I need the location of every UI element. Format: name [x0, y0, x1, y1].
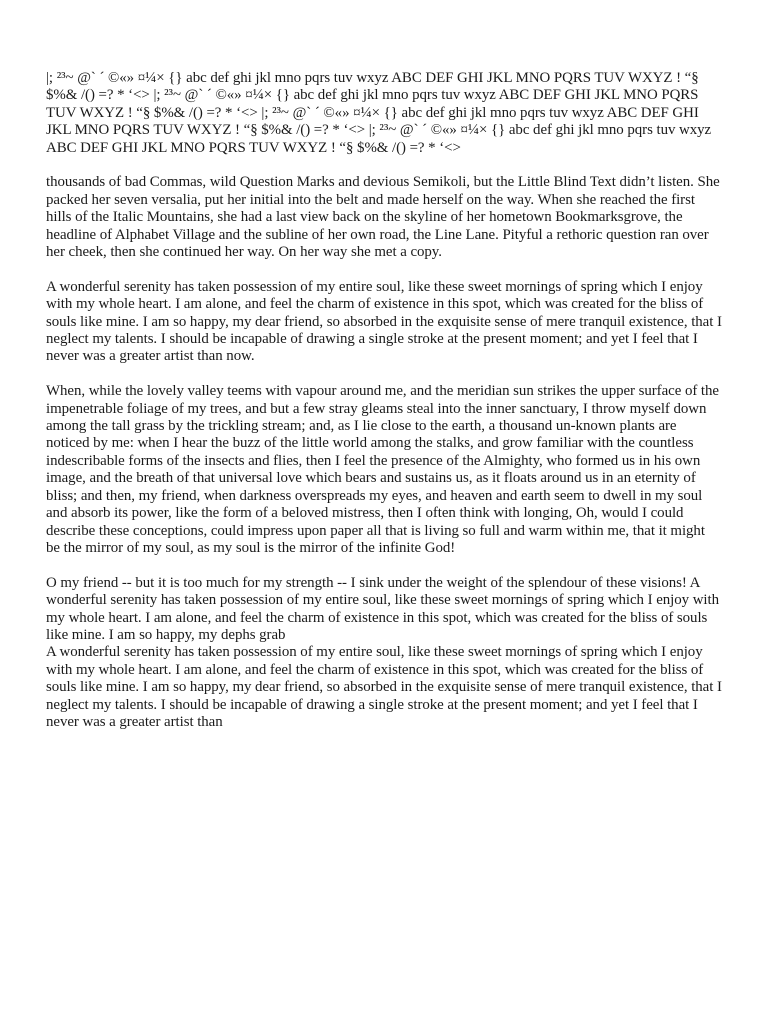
paragraph-my-friend: O my friend -- but it is too much for my strength -- I sink under the weight of the splendour of these visions! A wonderful serenity has taken possession of my entire soul, like these sweet mornings of spring which I enjoy with my whole heart. I am alone, and feel the charm of existence in this spot, which was created for the bliss of souls like mine. I am so happy, my dephs grab: [46, 574, 719, 643]
document-page: [46, 70, 722, 731]
paragraph-serenity: A wonderful serenity has taken possession of my entire soul, like these sweet mornings of spring which I enjoy with my whole heart. I am alone, and feel the charm of existence in this spot, which was created for the bliss of souls like mine. I am so happy, my dear friend, so absorbed in the exquisite sense of mere tranquil existence, that I neglect my talents. I should be incapable of drawing a single stroke at the present moment; and yet I feel that I never was a greater artist than now.: [46, 278, 722, 365]
paragraph-serenity-repeat: A wonderful serenity has taken possession of my entire soul, like these sweet mornings of spring which I enjoy with my whole heart. I am alone, and feel the charm of existence in this spot, which was created for the bliss of souls like mine. I am so happy, my dear friend, so absorbed in the exquisite sense of mere tranquil existence, that I neglect my talents. I should be incapable of drawing a single stroke at the present moment; and yet I feel that I never was a greater artist than: [46, 644, 722, 730]
paragraph-blind-text: thousands of bad Commas, wild Question Marks and devious Semikoli, but the Little Blind Text didn’t listen. She packed her seven versalia, put her initial into the belt and made herself on the way. When she reached the first hills of the Italic Mountains, she had a last view back on the skyline of her hometown Bookmarksgrove, the headline of Alphabet Village and the subline of her own road, the Line Lane. Pityful a rethoric question ran over her cheek, then she continued her way. On her way she met a copy.: [46, 174, 720, 261]
paragraph-character-sample: |; ²³~ @` ´ ©«» ¤¼× {} abc def ghi jkl mno pqrs tuv wxyz ABC DEF GHI JKL MNO PQRS TUV WXYZ ! “§ $%& /() =? * ‘<> |; ²³~ @` ´ ©«» ¤¼× {} abc def ghi jkl mno pqrs tuv wxyz ABC DEF GHI JKL MNO PQRS TUV WXYZ ! “§ $%& /() =? * ‘<> |; ²³~ @` ´ ©«» ¤¼× {} abc def ghi jkl mno pqrs tuv wxyz ABC DEF GHI JKL MNO PQRS TUV WXYZ ! “§ $%& /() =? * ‘<> |; ²³~ @` ´ ©«» ¤¼× {} abc def ghi jkl mno pqrs tuv wxyz ABC DEF GHI JKL MNO PQRS TUV WXYZ ! “§ $%& /() =? * ‘<>: [46, 70, 712, 156]
paragraph-valley: When, while the lovely valley teems with vapour around me, and the meridian sun strikes the upper surface of the impenetrable foliage of my trees, and but a few stray gleams steal into the inner sanctuary, I throw myself down among the tall grass by the trickling stream; and, as I lie close to the earth, a thousand un-known plants are noticed by me: when I hear the buzz of the little world among the stalks, and grow familiar with the countless indescribable forms of the insects and flies, then I feel the presence of the Almighty, who formed us in his own image, and the breath of that universal love which bears and sustains us, as it floats around us in an eternity of bliss; and then, my friend, when darkness overspreads my eyes, and heaven and earth seem to dwell in my soul and absorb its power, like the form of a beloved mistress, then I often think with longing, Oh, would I could describe these conceptions, could impress upon paper all that is living so full and warm within me, that it might be the mirror of my soul, as my soul is the mirror of the infinite God!: [46, 383, 719, 556]
